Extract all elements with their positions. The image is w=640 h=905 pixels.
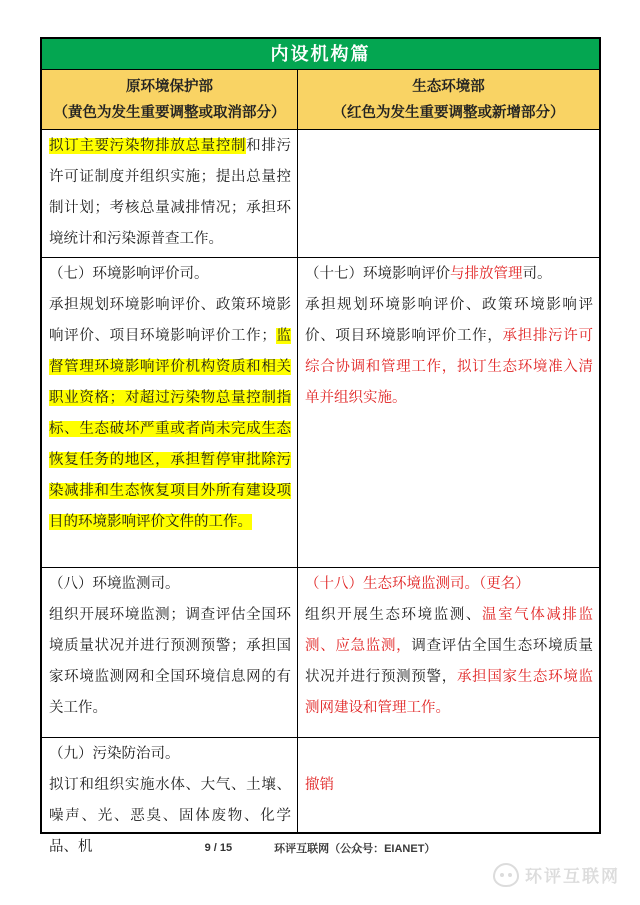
table-cell-right <box>298 130 599 257</box>
text-segment: （七）环境影响评价司。 <box>49 266 209 282</box>
table-row <box>42 568 599 738</box>
paragraph <box>49 259 291 290</box>
table-title: 内设机构篇 <box>42 39 599 70</box>
red-text: 与排放管理 <box>450 266 523 282</box>
header-cell-former-ministry <box>42 70 298 129</box>
table-cell-right <box>298 568 599 737</box>
text-segment: 调查评估全国生态环境质量状况并进行预测预警， <box>305 638 594 685</box>
watermark-text: 环评互联网 <box>525 867 620 886</box>
paragraph <box>305 600 593 724</box>
table-row <box>42 130 599 258</box>
table-cell-left <box>42 130 298 257</box>
page-number: 9 / 15 <box>204 842 233 854</box>
text-segment: 承担规划环境影响评价、政策环境影响评价、项目环境影响评价工作， <box>305 297 593 344</box>
watermark <box>493 862 620 887</box>
paragraph <box>305 259 593 290</box>
paragraph <box>49 600 291 724</box>
paragraph <box>305 770 593 801</box>
wechat-logo-icon <box>493 863 519 887</box>
text-segment: 司。 <box>522 266 552 282</box>
text-segment: （八）环境监测司。 <box>49 576 180 592</box>
table-cell-right <box>298 738 599 832</box>
header-right-note: （红色为发生重要调整或新增部分） <box>332 105 565 121</box>
text-segment: （九）污染防治司。 <box>49 746 180 762</box>
table-cell-left <box>42 258 298 567</box>
red-text: 承担排污许可综合协调和管理工作，拟订生态环境准入清单并组织实施。 <box>305 328 594 406</box>
paragraph <box>305 290 593 414</box>
paragraph <box>49 290 291 538</box>
paragraph <box>49 131 291 255</box>
text-segment: 拟订和组织实施水体、大气、土壤、噪声、光、恶臭、固体废物、化学品、机 <box>49 777 291 855</box>
header-cell-new-ministry <box>298 70 599 129</box>
red-text: 承担国家生态环境监测网建设和管理工作。 <box>305 669 594 716</box>
paragraph <box>305 739 593 770</box>
table-header-row <box>42 70 599 130</box>
footer-source: 环评互联网（公众号：EIANET） <box>274 843 436 855</box>
red-text: 撤销 <box>305 777 334 793</box>
highlighted-text: 拟订主要污染物排放总量控制 <box>49 138 247 154</box>
text-segment: 组织开展生态环境监测、 <box>305 607 482 623</box>
table-cell-left <box>42 568 298 737</box>
highlighted-text: 监督管理环境影响评价机构资质和相关职业资格；对超过污染物总量控制指标、生态破坏严重或者尚未完成生态恢复任务的地区，承担暂停审批除污染减排和生态恢复项目外所有建设项目的环境影响评价文件的工作。 <box>49 328 292 530</box>
header-left-title: 原环境保护部 <box>126 79 213 95</box>
text-segment: （十七）环境影响评价 <box>305 266 450 282</box>
paragraph <box>305 569 593 600</box>
paragraph <box>49 569 291 600</box>
text-segment: 和排污许可证制度并组织实施；提出总量控制计划；考核总量减排情况；承担环境统计和污染源普查工作。 <box>49 138 292 247</box>
page-footer <box>0 840 640 856</box>
text-segment: 组织开展环境监测；调查评估全国环境质量状况并进行预测预警；承担国家环境监测网和全国环境信息网的有关工作。 <box>49 607 291 716</box>
red-text: 温室气体减排监测、应急监测， <box>305 607 594 654</box>
table-cell-right <box>298 258 599 567</box>
paragraph <box>49 739 291 770</box>
red-text: （十八）生态环境监测司。（更名） <box>305 576 530 592</box>
text-segment: 承担规划环境影响评价、政策环境影响评价、项目环境影响评价工作； <box>49 297 291 344</box>
header-right-title: 生态环境部 <box>412 79 485 95</box>
header-left-note: （黄色为发生重要调整或取消部分） <box>53 105 286 121</box>
table-row <box>42 258 599 568</box>
